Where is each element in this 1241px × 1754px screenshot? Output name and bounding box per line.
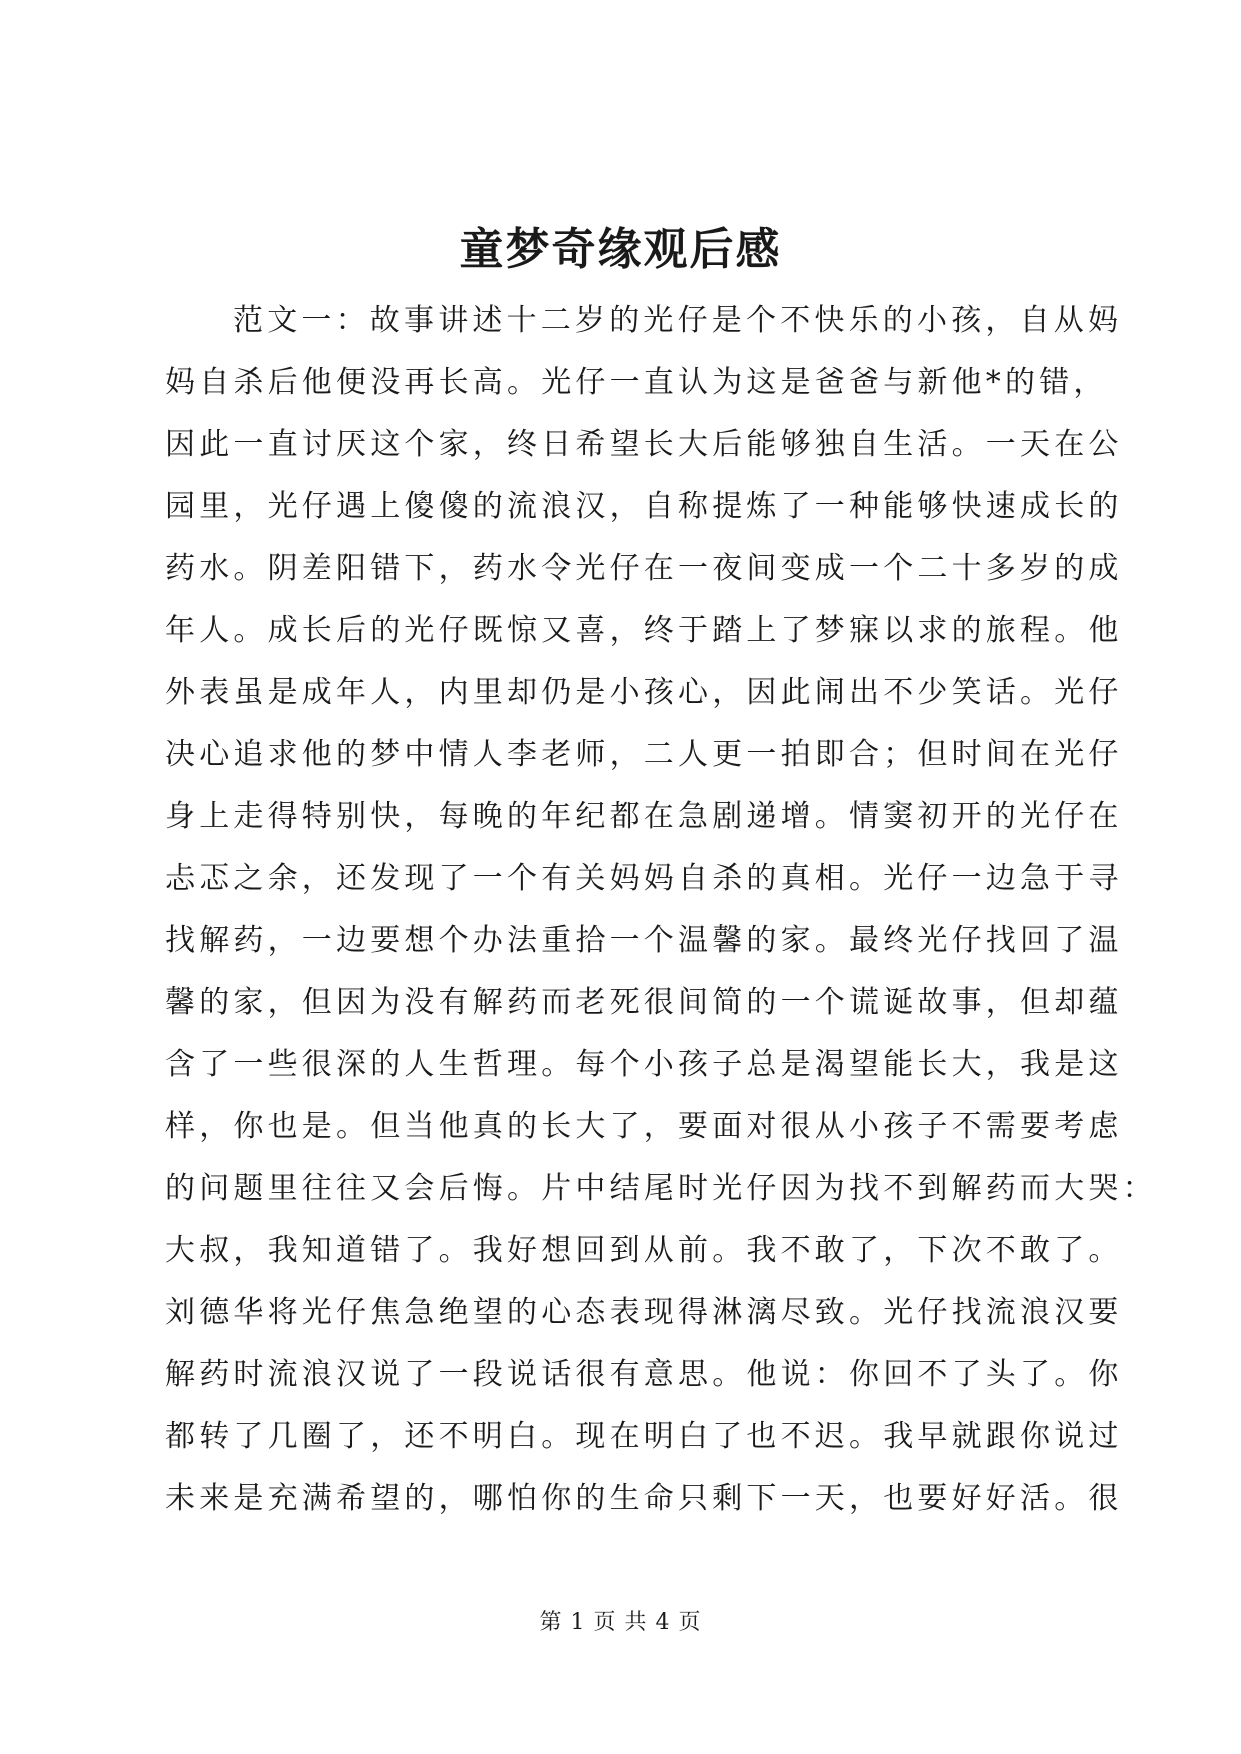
text-line: 药水。阴差阳错下，药水令光仔在一夜间变成一个二十多岁的成 xyxy=(165,551,1123,586)
text-line: 解药时流浪汉说了一段说话很有意思。他说：你回不了头了。你 xyxy=(165,1357,1123,1392)
text-line: 决心追求他的梦中情人李老师，二人更一拍即合；但时间在光仔 xyxy=(165,737,1123,772)
text-line: 的问题里往往又会后悔。片中结尾时光仔因为找不到解药而大哭： xyxy=(165,1171,1157,1206)
text-line: 找解药，一边要想个办法重拾一个温馨的家。最终光仔找回了温 xyxy=(165,923,1123,958)
text-line: 园里，光仔遇上傻傻的流浪汉，自称提炼了一种能够快速成长的 xyxy=(165,489,1123,524)
text-line: 妈自杀后他便没再长高。光仔一直认为这是爸爸与新他*的错， xyxy=(165,365,1108,400)
text-line: 大叔，我知道错了。我好想回到从前。我不敢了，下次不敢了。 xyxy=(165,1233,1123,1268)
text-line: 因此一直讨厌这个家，终日希望长大后能够独自生活。一天在公 xyxy=(165,427,1123,462)
document-title: 童梦奇缘观后感 xyxy=(459,224,782,275)
text-line: 身上走得特别快，每晚的年纪都在急剧递增。情窦初开的光仔在 xyxy=(165,799,1123,834)
text-line: 年人。成长后的光仔既惊又喜，终于踏上了梦寐以求的旅程。他 xyxy=(165,613,1123,648)
text-line: 范文一：故事讲述十二岁的光仔是个不快乐的小孩，自从妈 xyxy=(233,303,1123,338)
body-paragraph xyxy=(165,290,1157,1530)
text-line: 未来是充满希望的，哪怕你的生命只剩下一天，也要好好活。很 xyxy=(165,1481,1123,1516)
page-footer: 第 1 页 共 4 页 xyxy=(539,1610,702,1635)
text-line: 含了一些很深的人生哲理。每个小孩子总是渴望能长大，我是这 xyxy=(165,1047,1123,1082)
text-line: 样，你也是。但当他真的长大了，要面对很从小孩子不需要考虑 xyxy=(165,1109,1123,1144)
text-line: 都转了几圈了，还不明白。现在明白了也不迟。我早就跟你说过 xyxy=(165,1419,1123,1454)
text-line: 刘德华将光仔焦急绝望的心态表现得淋漓尽致。光仔找流浪汉要 xyxy=(165,1295,1123,1330)
text-line: 外表虽是成年人，内里却仍是小孩心，因此闹出不少笑话。光仔 xyxy=(165,675,1123,710)
text-line: 馨的家，但因为没有解药而老死很间简的一个谎诞故事，但却蕴 xyxy=(165,985,1123,1020)
text-line: 忐忑之余，还发现了一个有关妈妈自杀的真相。光仔一边急于寻 xyxy=(165,861,1123,896)
